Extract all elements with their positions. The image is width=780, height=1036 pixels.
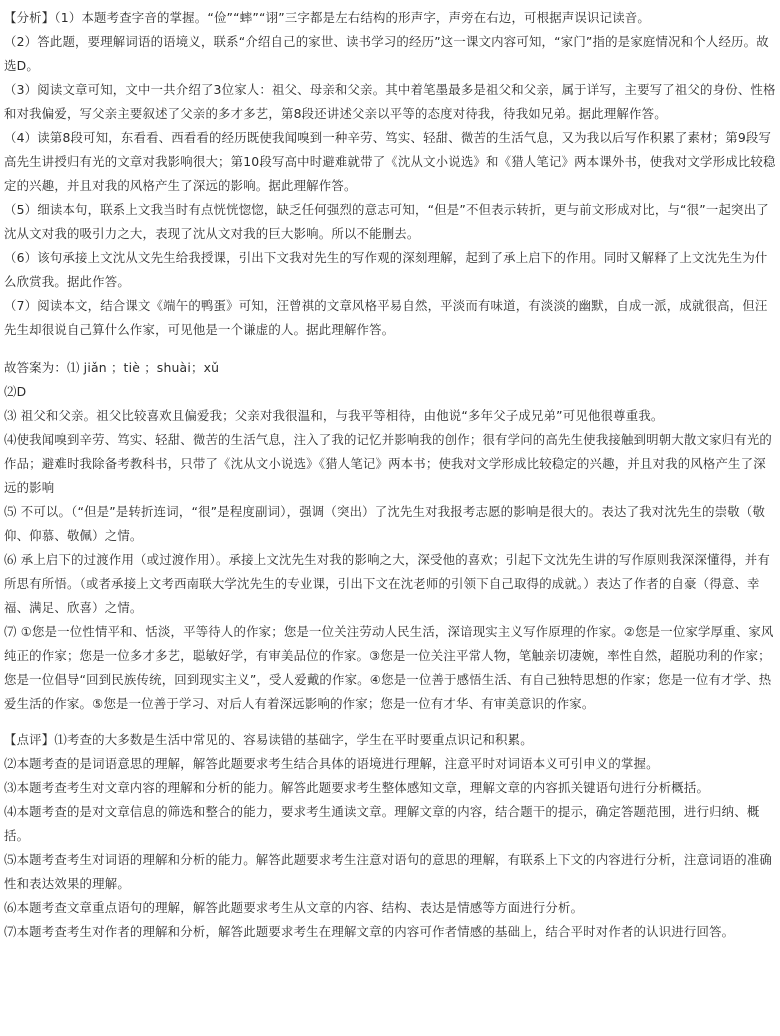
answer-item-3: ⑶ 祖父和父亲。祖父比较喜欢且偏爱我；父亲对我很温和，与我平等相待，由他说“多年父子成兄弟”可见他很尊重我。: [4, 408, 664, 423]
analysis-item-1: 【分析】（1）本题考查字音的掌握。“俭”“蟀”“诩”三字都是左右结构的形声字，声旁在右边，可根据声误识记读音。: [4, 10, 650, 25]
comment-item-2: ⑵本题考查的是词语意思的理解，解答此题要求考生结合具体的语境进行理解，注意平时对词语本义可引申义的掌握。: [4, 756, 659, 771]
comment-item-6: ⑹本题考查文章重点语句的理解，解答此题要求考生从文章的内容、结构、表达是情感等方面进行分析。: [4, 900, 584, 915]
comment-item-4: ⑷本题考查的是对文章信息的筛选和整合的能力，要求考生通读文章。理解文章的内容，结合题干的提示，确定答题范围，进行归纳、概括。: [4, 804, 760, 843]
analysis-item-2: （2）答此题，要理解词语的语境义，联系“介绍自己的家世、读书学习的经历”这一课文内容可知，“家门”指的是家庭情况和个人经历。故选D。: [4, 34, 769, 73]
answer-section: [4, 356, 776, 716]
analysis-item-6: （6）该句承接上文沈从文先生给我授课，引出下文我对先生的写作观的深刻理解，起到了承上启下的作用。同时又解释了上文沈先生为什么欣赏我。据此作答。: [4, 250, 768, 289]
answer-label: 故答案为：: [4, 360, 67, 375]
comment-item-3: ⑶本题考查考生对文章内容的理解和分析的能力。解答此题要求考生整体感知文章，理解文章的内容抓关键语句进行分析概括。: [4, 780, 710, 795]
answer-item-7: ⑺ ①您是一位性情平和、恬淡，平等待人的作家；您是一位关注劳动人民生活，深谙现实主义写作原理的作家。②您是一位家学厚重、家风纯正的作家；您是一位多才多艺，聪敏好学，有审美品位的作家。③您是一位关注平常人物，笔触亲切凄婉，率性自然，超脱功利的作家；您是一位倡导“回到民族传统，回到现实主义”，受人爱戴的作家。④您是一位善于感悟生活、有自己独特思想的作家；您是一位有才学、热爱生活的作家。⑤您是一位善于学习、对后人有着深远影响的作家；您是一位有才华、有审美意识的作家。: [4, 624, 774, 711]
answer-item-1: 故答案为：⑴ jiǎn ；tiè ；shuài；xǔ: [4, 360, 220, 375]
comment-section: [4, 728, 776, 944]
analysis-item-5: （5）细读本句，联系上文我当时有点恍恍惚惚，缺乏任何强烈的意志可知，“但是”不但表示转折，更与前文形成对比，与“很”一起突出了沈从文对我的吸引力之大，表现了沈从文对我的巨大影响。所以不能删去。: [4, 202, 769, 241]
analysis-item-4: （4）读第8段可知，东看看、西看看的经历既使我闻嗅到一种辛劳、笃实、轻甜、微苦的生活气息，又为我以后写作积累了素材；第9段写高先生讲授归有光的文章对我影响很大；第10段写高中时避难就带了《沈从文小说选》和《猎人笔记》两本课外书，使我对文学形成比较稳定的兴趣，并且对我的风格产生了深远的影响。据此理解作答。: [4, 130, 776, 193]
answer-item-2: ⑵D: [4, 384, 27, 399]
answer-item-5: ⑸ 不可以。（“但是”是转折连词，“很”是程度副词），强调（突出）了沈先生对我报考志愿的影响是很大的。表达了我对沈先生的崇敬（敬仰、仰慕、敬佩）之情。: [4, 504, 766, 543]
answer-item-4: ⑷使我闻嗅到辛劳、笃实、轻甜、微苦的生活气息，注入了我的记忆并影响我的创作；很有学问的高先生使我接触到明朝大散文家归有光的作品；避难时我除备考教科书，只带了《沈从文小说选》《猎人笔记》两本书；使我对文学形成比较稳定的兴趣，并且对我的风格产生了深远的影响: [4, 432, 773, 495]
comment-item-1: 【点评】⑴考查的大多数是生活中常见的、容易读错的基础字，学生在平时要重点识记和积累。: [4, 732, 533, 747]
analysis-section: [4, 6, 776, 342]
analysis-label: 【分析】: [4, 10, 55, 25]
comment-label: 【点评】: [4, 732, 55, 747]
comment-item-7: ⑺本题考查考生对作者的理解和分析，解答此题要求考生在理解文章的内容可作者情感的基础上，结合平时对作者的认识进行回答。: [4, 924, 735, 939]
answer-item-6: ⑹ 承上启下的过渡作用（或过渡作用）。承接上文沈先生对我的影响之大，深受他的喜欢；引起下文沈先生讲的写作原则我深深懂得，并有所思有所悟。（或者承接上文考西南联大学沈先生的专业课，引出下文在沈老师的引领下自己取得的成就。）表达了作者的自豪（得意、幸福、满足、欣喜）之情。: [4, 552, 770, 615]
analysis-item-3: （3）阅读文章可知，文中一共介绍了3位家人：祖父、母亲和父亲。其中着笔墨最多是祖父和父亲，属于详写，主要写了祖父的身份、性格和对我偏爱，写父亲主要叙述了父亲的多才多艺，第8段还讲述父亲以平等的态度对待我，待我如兄弟。据此理解作答。: [4, 82, 776, 121]
analysis-item-7: （7）阅读本文，结合课文《端午的鸭蛋》可知，汪曾祺的文章风格平易自然，平淡而有味道，有淡淡的幽默，自成一派，成就很高，但汪先生却很说自己算什么作家，可见他是一个谦虚的人。据此理解作答。: [4, 298, 768, 337]
comment-item-5: ⑸本题考查考生对词语的理解和分析的能力。解答此题要求考生注意对语句的意思的理解，有联系上下文的内容进行分析，注意词语的准确性和表达效果的理解。: [4, 852, 773, 891]
